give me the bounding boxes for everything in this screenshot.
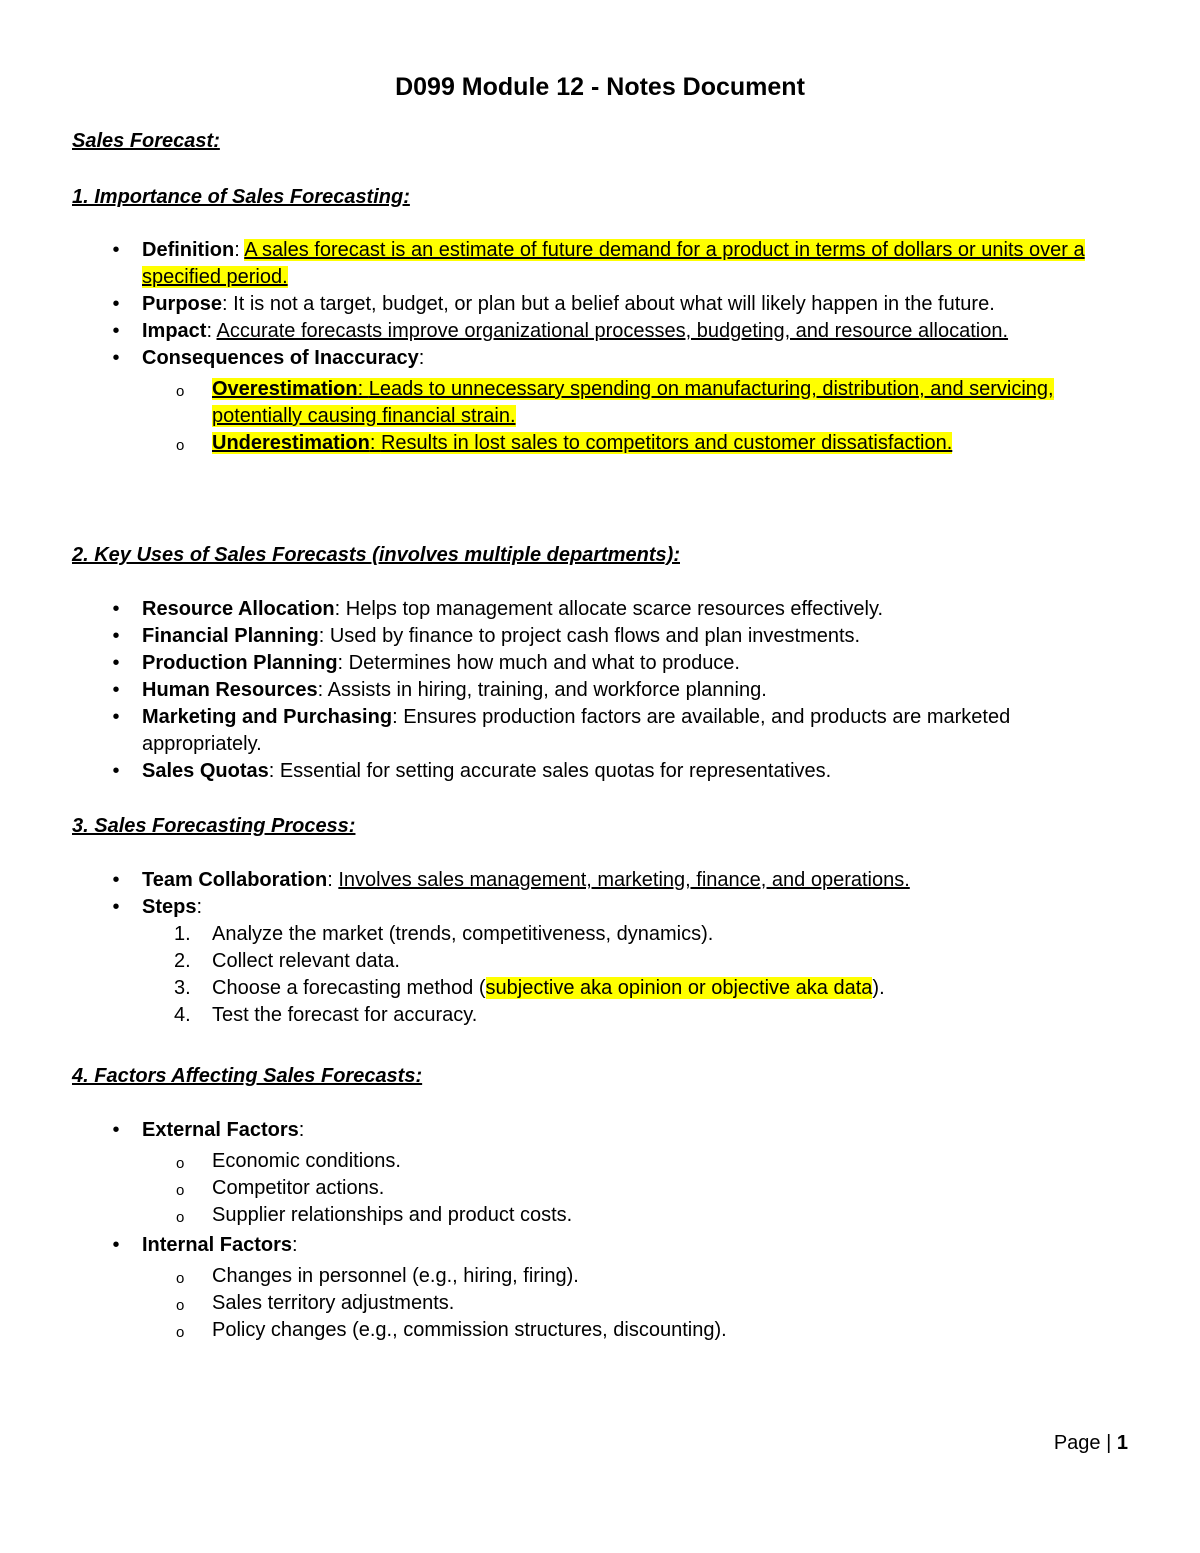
sub-bullet-icon: o (176, 1155, 185, 1172)
consequences-sublist (142, 376, 1130, 457)
section-4-heading (72, 1063, 422, 1089)
item-sep: : (318, 625, 330, 647)
list-item (0, 650, 1130, 677)
item-label: Steps (142, 896, 197, 918)
item-label: Definition (142, 239, 235, 261)
item-text: Competitor actions. (212, 1177, 385, 1199)
bullet-icon: • (112, 320, 120, 342)
section-1-heading (72, 184, 410, 210)
item-label: Purpose (142, 293, 223, 315)
item-sep: : (268, 760, 280, 782)
item-sep: : (234, 239, 245, 261)
sublist-item (142, 1202, 1130, 1229)
item-label: Impact (142, 320, 207, 342)
item-text: Ensures production factors are available, and products are marketed appropriately. (142, 706, 1011, 755)
list-item-consequences (0, 345, 1130, 457)
step-text-post: ). (872, 977, 885, 999)
item-sep: : (292, 1234, 298, 1256)
section-1-list (0, 237, 1130, 460)
step-text: Test the forecast for accuracy. (212, 1004, 478, 1026)
item-text: Assists in hiring, training, and workforce planning. (327, 679, 767, 701)
item-sep: : (369, 432, 381, 454)
bullet-icon: • (112, 652, 120, 674)
sublist-item-overestimation (142, 376, 1130, 430)
item-sep: : (357, 378, 369, 400)
list-item-definition (0, 237, 1130, 291)
steps-list (142, 921, 1130, 1029)
item-label: Marketing and Purchasing (142, 706, 393, 728)
bullet-icon: • (112, 1119, 120, 1141)
item-sep: : (196, 896, 203, 918)
step-text: Analyze the market (trends, competitiveness, dynamics). (212, 923, 714, 945)
sub-bullet-icon: o (176, 1182, 185, 1199)
item-label: Sales Quotas (142, 760, 269, 782)
step-text: Collect relevant data. (212, 950, 400, 972)
item-label: Team Collaboration (142, 869, 328, 891)
item-label: Financial Planning (142, 625, 319, 647)
sublist-item (142, 1148, 1130, 1175)
item-text: Determines how much and what to produce. (348, 652, 740, 674)
bullet-icon: • (112, 896, 120, 918)
item-label: External Factors (142, 1119, 299, 1141)
item-sep: : (222, 293, 234, 315)
sublist-item-underestimation (142, 430, 1130, 457)
bullet-icon: • (112, 347, 120, 369)
item-label: Consequences of Inaccuracy (142, 347, 419, 369)
step-item (142, 921, 1130, 948)
internal-factors-sublist (142, 1263, 1130, 1344)
item-label: Human Resources (142, 679, 318, 701)
list-item-team-collaboration (0, 867, 1130, 894)
bullet-icon: • (112, 625, 120, 647)
bullet-icon: • (112, 598, 120, 620)
item-sep: : (327, 869, 339, 891)
step-text-highlight: subjective aka opinion or objective aka data (485, 977, 873, 999)
list-item-external-factors (0, 1117, 1130, 1229)
bullet-icon: • (112, 1234, 120, 1256)
sublist-item (142, 1290, 1130, 1317)
list-item-steps (0, 894, 1130, 1029)
sub-bullet-icon: o (176, 1270, 185, 1287)
external-factors-sublist (142, 1148, 1130, 1229)
step-item (142, 975, 1130, 1002)
section-2-list (0, 596, 1130, 785)
item-sep: : (206, 320, 217, 342)
item-text: Leads to unnecessary spending on manufacturing, distribution, and servicing, potentially causing financial strain. (212, 378, 1054, 427)
step-number: 1. (174, 923, 191, 945)
section-4-list (0, 1117, 1130, 1347)
item-text: Essential for setting accurate sales quotas for representatives. (279, 760, 832, 782)
sub-bullet-icon: o (176, 1209, 185, 1226)
page-number: 1 (1116, 1432, 1128, 1454)
footer-label: Page | (1053, 1432, 1117, 1454)
bullet-icon: • (112, 760, 120, 782)
list-item-internal-factors (0, 1232, 1130, 1344)
sub-bullet-icon: o (176, 437, 185, 454)
sublist-item (142, 1263, 1130, 1290)
item-sep: : (418, 347, 425, 369)
step-item (142, 1002, 1130, 1029)
item-sep: : (317, 679, 328, 701)
item-label: Internal Factors (142, 1234, 293, 1256)
list-item-impact (0, 318, 1130, 345)
item-text: Used by finance to project cash flows and plan investments. (329, 625, 861, 647)
section-3-list (0, 867, 1130, 1032)
section-2-heading-text: 2. Key Uses of Sales Forecasts (involves multiple departments): (72, 544, 680, 566)
section-4-heading-text: 4. Factors Affecting Sales Forecasts: (72, 1065, 423, 1087)
step-text-pre: Choose a forecasting method ( (212, 977, 486, 999)
item-text: Economic conditions. (212, 1150, 401, 1172)
bullet-icon: • (112, 239, 120, 261)
item-text: Results in lost sales to competitors and customer dissatisfaction. (380, 432, 953, 454)
list-item (0, 623, 1130, 650)
item-sep: : (337, 652, 349, 674)
bullet-icon: • (112, 293, 120, 315)
item-text: It is not a target, budget, or plan but a belief about what will likely happen in the future. (233, 293, 995, 315)
list-item-purpose (0, 291, 1130, 318)
item-sep: : (334, 598, 346, 620)
section-2-heading (72, 542, 680, 568)
item-text: Sales territory adjustments. (212, 1292, 455, 1314)
item-sep: : (392, 706, 404, 728)
item-text: Accurate forecasts improve organizational processes, budgeting, and resource allocation. (216, 320, 1009, 342)
item-label: Underestimation (212, 432, 370, 454)
sublist-item (142, 1175, 1130, 1202)
page-title: D099 Module 12 - Notes Document (395, 73, 805, 101)
section-1-heading-text: 1. Importance of Sales Forecasting: (72, 186, 410, 208)
sublist-item (142, 1317, 1130, 1344)
step-item (142, 948, 1130, 975)
item-text: Supplier relationships and product costs. (212, 1204, 573, 1226)
item-text: Helps top management allocate scarce resources effectively. (345, 598, 884, 620)
section-3-heading-text: 3. Sales Forecasting Process: (72, 815, 356, 837)
bullet-icon: • (112, 679, 120, 701)
sub-bullet-icon: o (176, 1297, 185, 1314)
step-number: 3. (174, 977, 191, 999)
list-item (0, 704, 1130, 758)
bullet-icon: • (112, 706, 120, 728)
section-header-text: Sales Forecast: (72, 130, 220, 152)
item-text: Changes in personnel (e.g., hiring, firing). (212, 1265, 579, 1287)
step-number: 2. (174, 950, 191, 972)
item-text: Policy changes (e.g., commission structures, discounting). (212, 1319, 727, 1341)
page-footer (1054, 1430, 1128, 1457)
item-label: Overestimation (212, 378, 358, 400)
list-item (0, 758, 1130, 785)
item-label: Resource Allocation (142, 598, 335, 620)
sub-bullet-icon: o (176, 383, 185, 400)
item-label: Production Planning (142, 652, 338, 674)
list-item (0, 596, 1130, 623)
sub-bullet-icon: o (176, 1324, 185, 1341)
list-item (0, 677, 1130, 704)
item-text: A sales forecast is an estimate of future demand for a product in terms of dollars or units over a specified period. (142, 239, 1085, 288)
bullet-icon: • (112, 869, 120, 891)
step-number: 4. (174, 1004, 191, 1026)
item-text: Involves sales management, marketing, finance, and operations. (338, 869, 910, 891)
section-header (72, 128, 220, 154)
item-sep: : (298, 1119, 305, 1141)
section-3-heading (72, 813, 355, 839)
